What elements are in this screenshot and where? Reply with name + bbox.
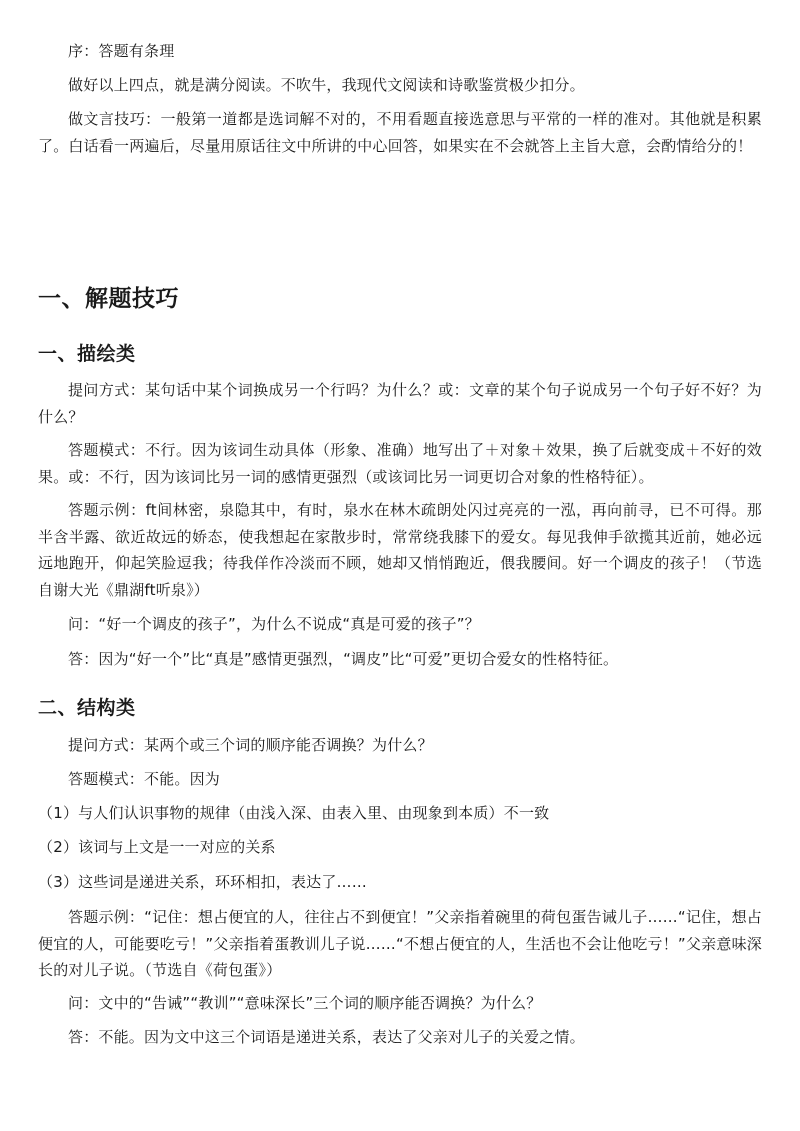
main-heading: 一、解题技巧 bbox=[38, 286, 179, 312]
section1-answer: 答：因为“好一个”比“真是”感情更强烈，“调皮”比“可爱”更切合爱女的性格特征。 bbox=[68, 650, 619, 668]
section1-question-method: 提问方式：某句话中某个词换成另一个行吗？为什么？或：文章的某个句子说成另一个句子好不好？为什么？ bbox=[38, 381, 762, 426]
section2-heading: 二、结构类 bbox=[38, 697, 136, 719]
section1-example: 答题示例：ft间林密，泉隐其中，有时，泉水在林木疏朗处闪过亮亮的一泓，再向前寻，已不可得。那半含半露、欲近故远的娇态，使我想起在家散步时，常常绕我膝下的爱女。每见我伸手欲揽其近前，她必远远地跑开，仰起笑脸逗我；待我佯作冷淡而不顾，她却又悄悄跑近，偎我腰间。好一个调皮的孩子！（节选自谢大光《鼎湖ft听泉》） bbox=[38, 501, 762, 599]
section2-item-3: （3）这些词是递进关系，环环相扣，表达了…… bbox=[38, 873, 367, 891]
section2-question-method: 提问方式：某两个或三个词的顺序能否调换？为什么？ bbox=[68, 736, 433, 754]
section2-question: 问：文中的“告诫”“教训”“意味深长”三个词的顺序能否调换？为什么？ bbox=[68, 994, 542, 1012]
intro-classical-tips: 做文言技巧：一般第一道都是选词解不对的，不用看题直接选意思与平常的一样的准对。其他就是积累了。白话看一两遍后，尽量用原话往文中所讲的中心回答，如果实在不会就答上主旨大意，会酌情给分的！ bbox=[38, 110, 762, 155]
section1-answer-pattern: 答题模式：不行。因为该词生动具体（形象、准确）地写出了＋对象＋效果，换了后就变成＋不好的效果。或：不行，因为该词比另一词的感情更强烈（或该词比另一词更切合对象的性格特征）。 bbox=[38, 441, 762, 486]
section1-question: 问：“好一个调皮的孩子”，为什么不说成“真是可爱的孩子”？ bbox=[68, 615, 480, 633]
intro-order-line: 序：答题有条理 bbox=[68, 42, 175, 60]
section2-answer: 答：不能。因为文中这三个词语是递进关系，表达了父亲对儿子的关爱之情。 bbox=[68, 1028, 585, 1046]
section2-item-1: （1）与人们认识事物的规律（由浅入深、由表入里、由现象到本质）不一致 bbox=[38, 804, 550, 822]
section2-answer-pattern: 答题模式：不能。因为 bbox=[68, 770, 221, 788]
intro-summary-line: 做好以上四点，就是满分阅读。不吹牛，我现代文阅读和诗歌鉴赏极少扣分。 bbox=[68, 76, 585, 94]
section1-heading: 一、描绘类 bbox=[38, 343, 136, 365]
section2-item-2: （2）该词与上文是一一对应的关系 bbox=[38, 838, 276, 856]
section2-example: 答题示例：“记住：想占便宜的人，往往占不到便宜！”父亲指着碗里的荷包蛋告诫儿子……“记住，想占便宜的人，可能要吃亏！”父亲指着蛋教训儿子说……“不想占便宜的人，生活也不会让他吃亏！”父亲意味深长的对儿子说。（节选自《荷包蛋》） bbox=[38, 908, 762, 979]
